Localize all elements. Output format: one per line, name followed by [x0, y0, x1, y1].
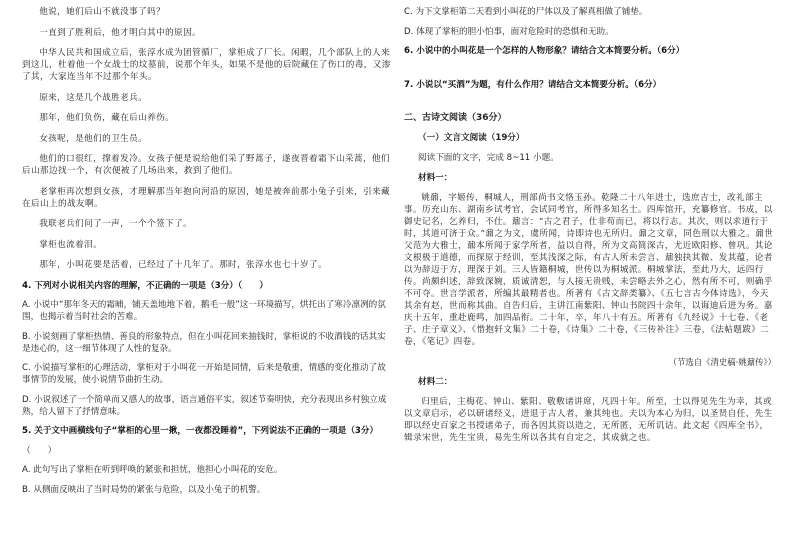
story-paragraph: 老掌柜再次想到女孩，才理解那当年抱向河沿的原因，她是被奔前那小兔子引来，引来藏在后山上的战友啊。	[22, 186, 390, 209]
story-paragraph: 那年，他们负伤，藏在后山养伤。	[39, 113, 175, 123]
question-4-option-a: A. 小说中“那年冬天的霜晡，铺天盖地地下着，鹅毛一般”这一环境描写，烘托出了寒冷凛冽的氛围，也揭示着当时社会的苦难。	[22, 300, 386, 322]
material-1-text: 姚鼐，字姬传，桐城人，刑部尚书文恪玉孙。乾隆二十八年进士，选庶吉士，改礼部主事。历充山东、湖南乡试考官，会试同考官，所得多知名士。四库馆开，充纂修官。书成，以御史记名，乞养归，不仕。鼐言：“古之君子，仕非苟而已，将以行志。其次，则以求道行于时，其道可济于众。”鼐之为文，虞所闻，诗即诗也无所归。鼐之文章，同色刑以大雅之。鼐世父范为大雅士，鼐本所闻于家学所者，益以自得，所为文高简深古，尤近欧阳修、曾巩。其论文根极于道德，而探原于经训，至其浅深之际，有古人所未尝言、鼐独抉其微、发其蕴，论者以为辞迈于方，理深于刘。三人皆籍桐城，世传以为桐城派。桐城掌法，至此乃大，远四行传。尚颇纠述，辞致深婉，质诚清恕，与人接无贵贱，未尝略去外之心，然有所不可，则确乎不可夺。世言学派者，所编其最精者也。所著有《古文辞类纂》、《五七言古今体诗选》，今天其余有赵，世而称其曲。自告归后，主讲江南紫阳、钟山书院四十余年，以诲迪后进为务。嘉庆十五年，重赴鹿鸣，加四品衔。二十年，卒，年八十有五。所著有《九经说》十七卷、《老子、庄子章义》、《惜抱轩文集》二十卷，《诗集》二十卷，《三传补注》三卷，《法帖题跋》二卷，《笔记》四卷。	[404, 193, 774, 347]
left-column	[22, 6, 394, 503]
question-5-option-c: C. 为下文掌柜第二天看到小叫花的尸体以及了解真相做了铺垫。	[404, 7, 648, 17]
question-4-option-b: B. 小说刻画了掌柜热情、善良的形象特点，但在小叫花回来抽钱时，掌柜说的不收酒钱的话其实是违心的，这一细节体现了人性的复杂。	[22, 331, 386, 354]
answer-space	[404, 65, 776, 79]
subsection-heading: （一）文言文阅读（19分）	[418, 133, 525, 143]
source-citation: （节选自《清史稿·姚鼐传》）	[668, 357, 776, 367]
question-7: 7. 小说以“买酒”为题，有什么作用？请结合文本简要分析。（6分）	[404, 79, 662, 90]
question-4-stem: 4. 下列对小说相关内容的理解，不正确的一项是（3分）（ ）	[22, 280, 268, 291]
question-4-option-d: D. 小说叙述了一个简单而又感人的故事，语言通俗平实，叙述节奏明快，充分表现出乡村独立成熟，给人留下了抒情意味。	[22, 394, 387, 417]
answer-space	[404, 98, 776, 112]
right-column	[404, 6, 776, 452]
story-paragraph: 那年，小叫花要是活着，已经过了十几年了。那时，张淳水也七十岁了。	[39, 260, 327, 270]
question-5-stem: 5. 关于文中画横线句子“掌柜的心里一揪，一夜都没睡着”，下列说法不正确的一项是（3分）	[22, 426, 379, 436]
question-6: 6. 小说中的小叫花是一个怎样的人物形象？请结合文本简要分析。（6分）	[404, 46, 685, 56]
material-2-text: 归里后，主梅花、钟山、紫阳、敬敷诸讲席，凡四十年。所至，士以得见先生为幸，其或以文章启示，必以研诸经义，进退于古人者，兼其纯也。夫以为本心为归，以圣贤自任，先生即以经史百家之书授诸弟子，而各因其资以造之，无所匿，无所讥诘。此文起《四库全书》，辑录宋世，先生宝贵，易先生所以各其有自定之，其成就之也。	[404, 397, 773, 443]
question-5-paren: （ ）	[22, 445, 57, 456]
reading-instruction: 阅读下面的文字，完成 8~11 小题。	[418, 153, 559, 163]
story-paragraph: 原来，这是几个战胜老兵。	[39, 92, 148, 103]
story-paragraph: 掌柜也流着泪。	[39, 239, 103, 250]
question-5-option-a: A. 此句写出了掌柜在听到呼唤的紧张和担忧，他担心小叫花的安危。	[22, 465, 283, 475]
story-paragraph: 他说，她们后山不就没事了吗？	[39, 7, 166, 17]
material-2-label: 材料二：	[418, 377, 453, 387]
story-paragraph: 女孩呢，是他们的卫生员。	[39, 133, 148, 144]
story-paragraph: 中华人民共和国成立后，张淳水成为团管循厂，掌柜成了厂长。闲暇，几个部队上的人来到这儿，杜着他一个女战士的坟墓前，说那个年头，如果不是他的后院藏住了伤口的毒，又渗了其，大家连当年不过那个年头。	[22, 48, 391, 82]
story-paragraph: 我联老兵们问了一声，一个个签下了。	[39, 219, 193, 229]
story-paragraph: 他们的口很红，撑着发冷。女孩子便是说给他们采了野蒿子，遂夜晋着霜下山采蒿，他们后山那边找一个，有次便被了几场出来，救到了他们。	[22, 154, 390, 176]
material-1-label: 材料一：	[418, 173, 453, 183]
question-5-option-b: B. 从侧面反映出了当时局势的紧张与危险，以及小兔子的机警。	[22, 484, 266, 495]
story-paragraph: 一直到了胜利后，他才明白其中的原因。	[39, 27, 202, 38]
question-4-option-c: C. 小说描写掌柜的心理活动，掌柜对于小叫花一开始是同情，后来是敬重，情感的变化推动了故事情节的发展，使小说情节曲折生动。	[22, 363, 386, 385]
question-5-option-d: D. 体现了掌柜的胆小怕事，面对危险时的恐惧和无助。	[404, 26, 614, 37]
section-heading: 二、古诗文阅读（36分）	[404, 113, 507, 123]
